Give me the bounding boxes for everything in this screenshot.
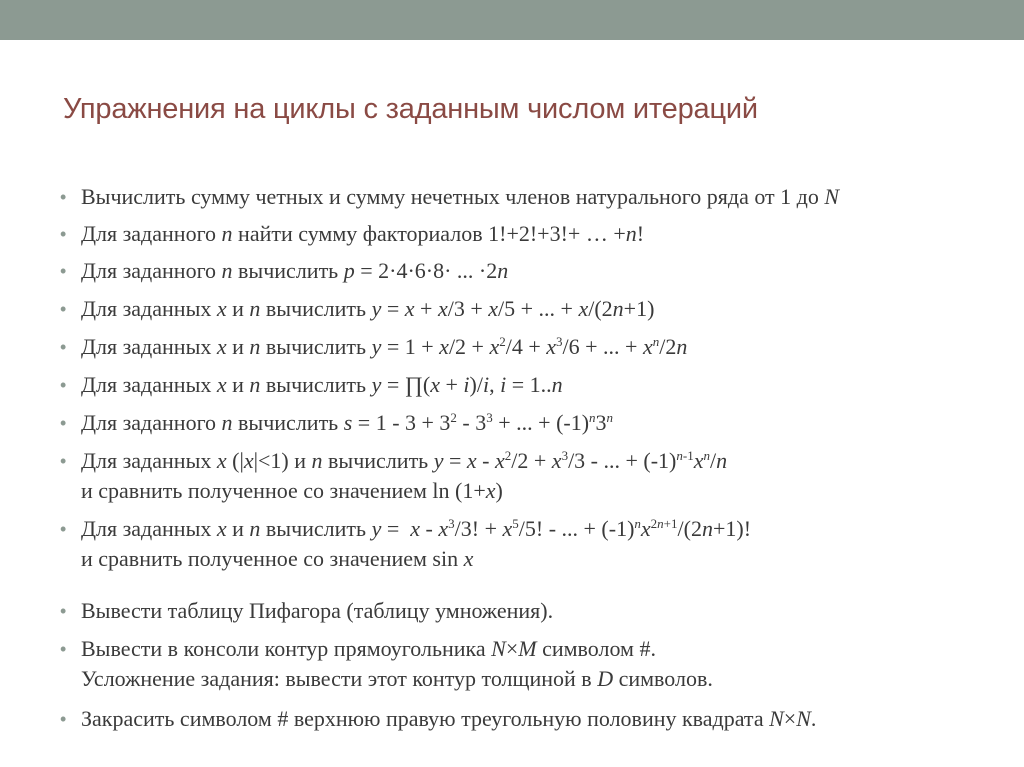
item-text: Для заданных x и n вычислить $y = 1 + x/2 + x^2/4 + x^3/6$ + ... + $x^n/2n$ xyxy=(81,334,688,359)
item-text: Для заданного n найти сумму факториалов 1!+2!+3!+ … +n! xyxy=(81,221,645,246)
item-text: Для заданного n вычислить p = 2·4·6·8· ... ·2n xyxy=(81,258,509,283)
slide-top-bar xyxy=(0,0,1024,40)
bullet-icon: • xyxy=(60,601,67,621)
bullet-icon: • xyxy=(60,451,67,471)
item-text: Вывести в консоли контур прямоугольника N×M символом #. Усложнение задания: вывести этот контур толщиной в D символов. xyxy=(81,636,713,691)
slide-title: Упражнения на циклы с заданным числом итераций xyxy=(63,93,758,125)
bullet-icon: • xyxy=(60,261,67,281)
bullet-icon: • xyxy=(60,519,67,539)
item-text: Для заданных x и n вычислить $y = x - x^3/3$! + $x^5/5$! - ... + $(-1)^nx^{2n+1}/(2n+1)$! и сравнить полученное со значением sin x xyxy=(81,516,752,571)
item-text: Вывести таблицу Пифагора (таблицу умножения). xyxy=(81,598,554,623)
item-text: Для заданных x и n вычислить y = x + x/3 + x/5 + ... + x/(2n+1) xyxy=(81,296,655,321)
bullet-icon: • xyxy=(60,337,67,357)
item-text: Закрасить символом # верхнюю правую треугольную половину квадрата N×N. xyxy=(81,706,817,731)
bullet-icon: • xyxy=(60,299,67,319)
bullet-icon: • xyxy=(60,413,67,433)
bullet-icon: • xyxy=(60,639,67,659)
item-text: Вычислить сумму четных и сумму нечетных членов натурального ряда от 1 до N xyxy=(81,184,840,209)
bullet-icon: • xyxy=(60,224,67,244)
bullet-icon: • xyxy=(60,187,67,207)
item-text: Для заданного n вычислить $s = 1 - 3 + 3^2 - 3^3$ + ... + $(-1)^n3^n$ xyxy=(81,410,614,435)
bullet-icon: • xyxy=(60,709,67,729)
bullet-icon: • xyxy=(60,375,67,395)
item-text: Для заданных x и n вычислить y = ∏(x + i)/i, i = 1..n xyxy=(81,372,563,397)
item-text: Для заданных x (|x|<1) и n вычислить $y = x - x^2/2 + x^3/3$ - ... + $(-1)^{n-1}x^n/n$ и сравнить полученное со значением ln (1+x) xyxy=(81,448,728,503)
